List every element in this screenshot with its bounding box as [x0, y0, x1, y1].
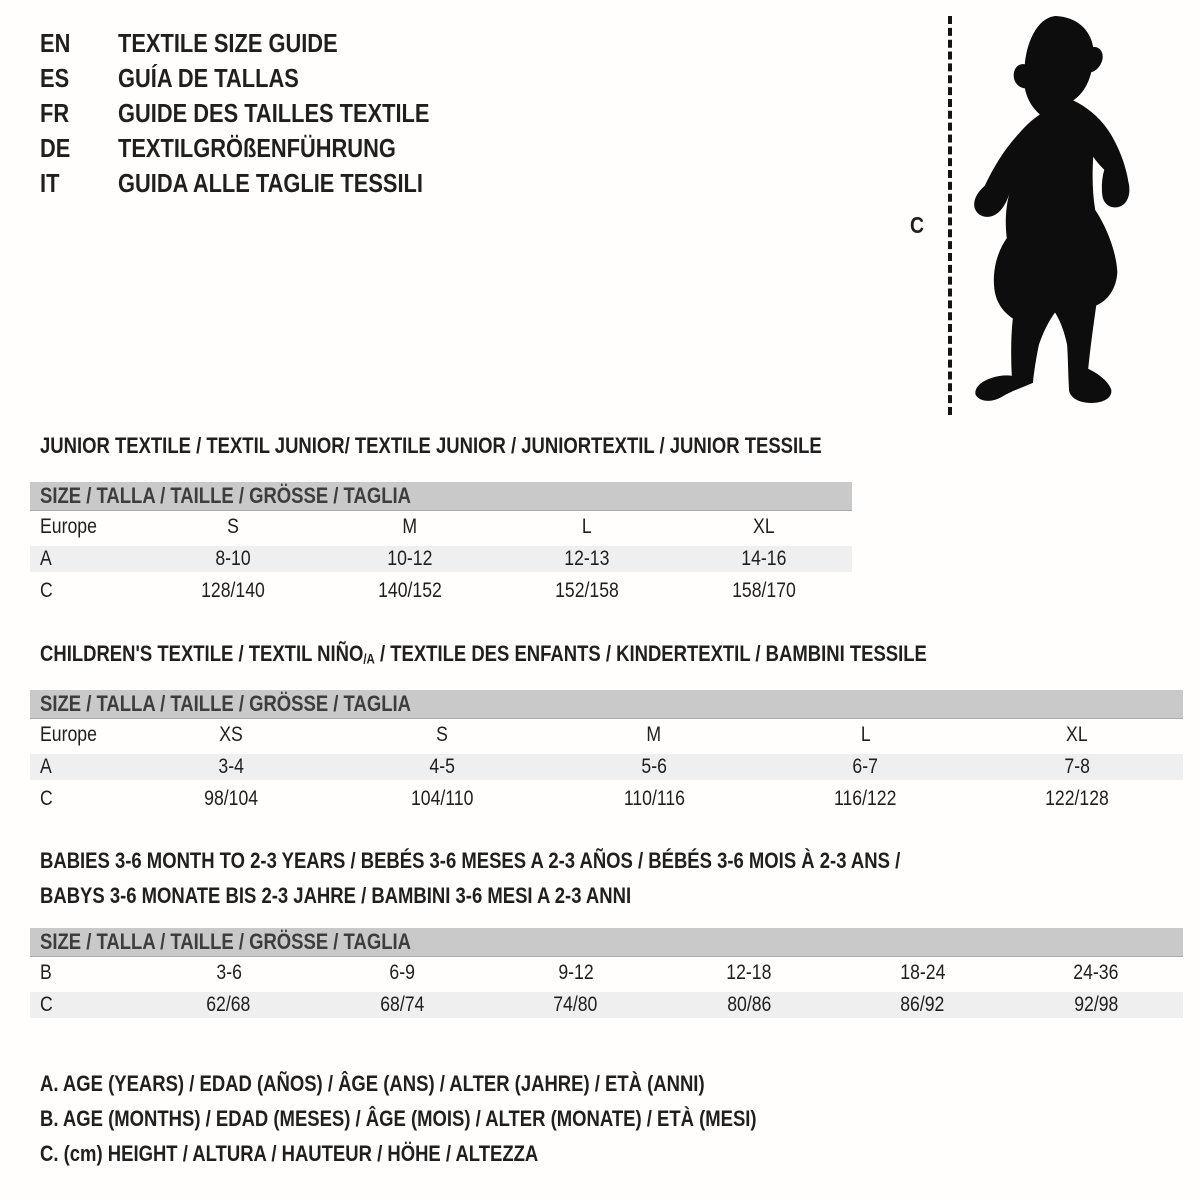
size-header-label: SIZE / TALLA / TAILLE / GRÖSSE / TAGLIA — [40, 929, 411, 954]
language-code-text: ES — [40, 63, 70, 93]
table-cell — [675, 579, 852, 603]
table-cell-text: 4-5 — [429, 755, 456, 778]
table-row-age — [30, 543, 852, 575]
row-label-text: C — [40, 579, 53, 602]
table-cell — [337, 755, 549, 779]
table-cell-text: 116/122 — [834, 787, 897, 810]
table-cell — [322, 579, 499, 603]
column-header-text: L — [581, 515, 592, 538]
guide-title — [118, 63, 333, 94]
table-cell — [663, 961, 837, 985]
table-cell — [316, 993, 490, 1017]
table-row-age-months — [30, 957, 1183, 989]
table-cell-text: 14-16 — [741, 547, 787, 570]
table-cell-text: 104/110 — [411, 787, 474, 810]
table-cell — [499, 579, 676, 603]
row-label — [30, 547, 145, 571]
language-code-text: IT — [40, 168, 60, 198]
row-label-text: C — [40, 993, 53, 1016]
row-label — [30, 993, 142, 1017]
column-header — [760, 723, 972, 747]
guide-title-text: TEXTILGRÖßENFÜHRUNG — [118, 133, 396, 163]
table-cell — [125, 787, 337, 811]
table-cell-text: 128/140 — [201, 579, 266, 602]
table-cell-text: 24-36 — [1073, 961, 1119, 984]
section-title-children-text — [40, 641, 927, 667]
row-label — [30, 755, 125, 779]
table-cell — [499, 547, 676, 571]
height-dashed-line — [948, 16, 952, 415]
table-cell-text: 86/92 — [900, 993, 945, 1016]
row-label — [30, 515, 145, 539]
babies-size-table — [30, 928, 1183, 1021]
section-title-children — [40, 641, 1096, 667]
section-title-junior-text: JUNIOR TEXTILE / TEXTIL JUNIOR/ TEXTILE JUNIOR / JUNIORTEXTIL / JUNIOR TESSILE — [40, 433, 822, 458]
toddler-silhouette-icon — [963, 13, 1135, 415]
row-label-text: A — [40, 755, 52, 778]
table-cell — [142, 961, 316, 985]
table-cell — [145, 547, 322, 571]
table-cell-text: 158/170 — [731, 579, 796, 602]
babies-title-line2-text: BABYS 3-6 MONATE BIS 2-3 JAHRE / BAMBINI 3-6 MESI A 2-3 ANNI — [40, 883, 632, 908]
guide-title-text: GUÍA DE TALLAS — [118, 63, 299, 93]
table-cell — [1010, 961, 1184, 985]
language-row-fr — [40, 96, 489, 131]
column-header-text: XL — [1066, 723, 1088, 746]
table-cell-text: 3-4 — [218, 755, 244, 778]
table-cell-text: 80/86 — [727, 993, 772, 1016]
table-row-height — [30, 575, 852, 607]
language-code — [40, 28, 118, 59]
table-cell — [836, 961, 1010, 985]
table-row-height — [30, 783, 1183, 815]
babies-title-line1-text: BABIES 3-6 MONTH TO 2-3 YEARS / BEBÉS 3-6 MESES A 2-3 AÑOS / BÉBÉS 3-6 MOIS À 2-3 ANS / — [40, 848, 901, 873]
language-code-text: EN — [40, 28, 71, 58]
table-cell — [142, 993, 316, 1017]
column-header-text: S — [436, 723, 449, 746]
language-row-en — [40, 26, 489, 61]
table-cell — [760, 787, 972, 811]
section-title-babies — [40, 843, 1064, 913]
language-row-de — [40, 131, 489, 166]
measure-legend — [40, 1066, 893, 1171]
height-measure-label-text: C — [910, 212, 924, 238]
legend-line-a — [40, 1066, 893, 1101]
language-code-text: DE — [40, 133, 71, 163]
row-label-text: Europe — [40, 723, 97, 746]
language-code — [40, 133, 118, 164]
column-header-text: M — [402, 515, 418, 538]
table-cell — [337, 787, 549, 811]
guide-title — [118, 28, 379, 59]
column-header-text: S — [227, 515, 240, 538]
table-row-europe — [30, 511, 852, 543]
table-cell-text: 12-18 — [726, 961, 772, 984]
height-measure-label — [910, 212, 927, 239]
guide-title-text: GUIDA ALLE TAGLIE TESSILI — [118, 168, 423, 198]
column-header — [548, 723, 760, 747]
row-label — [30, 579, 145, 603]
table-cell — [316, 961, 490, 985]
column-header — [322, 515, 499, 539]
row-label-text: C — [40, 787, 53, 810]
language-row-it — [40, 166, 489, 201]
guide-title — [118, 98, 489, 129]
legend-line-c-text: C. (cm) HEIGHT / ALTURA / HAUTEUR / HÖHE / ALTEZZA — [40, 1140, 539, 1166]
column-header — [971, 723, 1183, 747]
section-title-junior — [40, 433, 971, 459]
legend-line-b-text: B. AGE (MONTHS) / EDAD (MESES) / ÂGE (MOIS) / ALTER (MONATE) / ETÀ (MESI) — [40, 1105, 757, 1131]
table-cell — [489, 993, 663, 1017]
legend-line-b — [40, 1101, 893, 1136]
legend-line-c — [40, 1136, 893, 1171]
table-cell-text: 62/68 — [206, 993, 251, 1016]
table-cell — [125, 755, 337, 779]
children-title-rest: / TEXTILE DES ENFANTS / KINDERTEXTIL / BAMBINI TESSILE — [374, 641, 927, 666]
children-size-table — [30, 690, 1183, 815]
column-header — [675, 515, 852, 539]
column-header — [145, 515, 322, 539]
table-cell-text: 8-10 — [215, 547, 252, 570]
table-cell-text: 140/152 — [378, 579, 443, 602]
table-cell-text: 98/104 — [203, 787, 258, 810]
table-cell-text: 6-9 — [389, 961, 415, 984]
table-row-height — [30, 989, 1183, 1021]
table-cell — [548, 787, 760, 811]
babies-title-line2 — [40, 878, 1064, 913]
size-header-label: SIZE / TALLA / TAILLE / GRÖSSE / TAGLIA — [40, 483, 411, 508]
table-cell — [489, 961, 663, 985]
table-cell — [675, 547, 852, 571]
table-cell-text: 152/158 — [554, 579, 619, 602]
column-header — [499, 515, 676, 539]
row-label — [30, 961, 142, 985]
babies-title-line1 — [40, 843, 1064, 878]
column-header-text: L — [860, 723, 871, 746]
column-header-text: M — [646, 723, 662, 746]
table-cell — [145, 579, 322, 603]
table-cell-text: 3-6 — [215, 961, 242, 984]
language-code — [40, 63, 118, 94]
children-title-subscript: /A — [363, 651, 375, 667]
table-cell — [663, 993, 837, 1017]
language-code — [40, 98, 118, 129]
table-cell-text: 7-8 — [1064, 755, 1090, 778]
language-code-text: FR — [40, 98, 70, 128]
table-row-age — [30, 751, 1183, 783]
table-cell-text: 12-13 — [564, 547, 610, 570]
table-cell-text: 6-7 — [852, 755, 879, 778]
table-cell-text: 5-6 — [641, 755, 667, 778]
row-label-text: A — [40, 547, 52, 570]
language-title-list — [40, 26, 489, 201]
table-cell-text: 122/128 — [1045, 787, 1110, 810]
table-cell — [1010, 993, 1184, 1017]
row-label — [30, 787, 125, 811]
row-label — [30, 723, 125, 747]
table-cell — [836, 993, 1010, 1017]
table-cell — [322, 547, 499, 571]
table-cell — [971, 755, 1183, 779]
size-header-bar — [30, 928, 1183, 957]
size-header-label: SIZE / TALLA / TAILLE / GRÖSSE / TAGLIA — [40, 691, 411, 716]
table-cell-text: 18-24 — [900, 961, 946, 984]
table-cell — [548, 755, 760, 779]
table-cell-text: 74/80 — [553, 993, 598, 1016]
column-header-text: XS — [219, 723, 243, 746]
size-header-bar — [30, 482, 852, 511]
row-label-text: Europe — [40, 515, 97, 538]
guide-title-text: GUIDE DES TAILLES TEXTILE — [118, 98, 430, 128]
column-header — [125, 723, 337, 747]
table-cell-text: 110/116 — [623, 787, 685, 810]
legend-line-a-text: A. AGE (YEARS) / EDAD (AÑOS) / ÂGE (ANS) / ALTER (JAHRE) / ETÀ (ANNI) — [40, 1070, 705, 1096]
guide-title — [118, 133, 449, 164]
guide-title — [118, 168, 481, 199]
table-cell-text: 9-12 — [558, 961, 594, 984]
column-header — [337, 723, 549, 747]
row-label-text: B — [40, 961, 52, 984]
language-code — [40, 168, 118, 199]
table-cell-text: 92/98 — [1074, 993, 1119, 1016]
junior-size-table — [30, 482, 852, 607]
language-row-es — [40, 61, 489, 96]
table-cell — [760, 755, 972, 779]
table-row-europe — [30, 719, 1183, 751]
children-title-main: CHILDREN'S TEXTILE / TEXTIL NIÑO — [40, 641, 364, 666]
table-cell — [971, 787, 1183, 811]
column-header-text: XL — [752, 515, 775, 538]
size-header-bar — [30, 690, 1183, 719]
guide-title-text: TEXTILE SIZE GUIDE — [118, 28, 338, 58]
table-cell-text: 68/74 — [380, 993, 425, 1016]
table-cell-text: 10-12 — [387, 547, 433, 570]
